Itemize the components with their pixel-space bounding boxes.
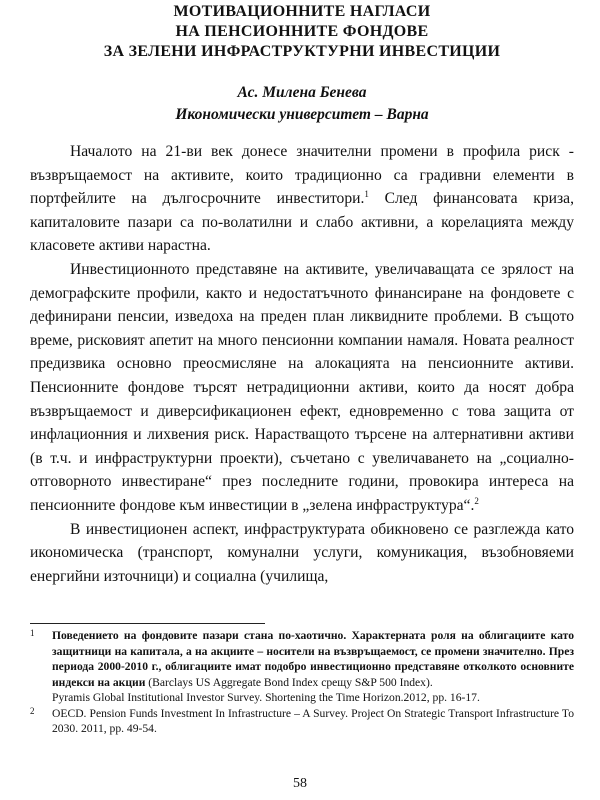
title-line-1: МОТИВАЦИОННИТЕ НАГЛАСИ: [173, 3, 431, 20]
paragraph-1-text-b: След финансовата криза, капиталовите пазари са по-волатилни и слабо активни, а корелацията между класовете активи нарастна.: [30, 190, 574, 255]
footnote-2: [30, 706, 574, 737]
title-line-3: ЗА ЗЕЛЕНИ ИНФРАСТРУКТУРНИ ИНВЕСТИЦИИ: [103, 43, 501, 60]
author-name: Ас. Милена Бенева: [237, 84, 367, 101]
paragraph-3: [30, 518, 574, 589]
title-line-2: НА ПЕНСИОННИТЕ ФОНДОВЕ: [175, 23, 429, 40]
paragraph-1: [30, 140, 574, 258]
author-affiliation: Икономически университет – Варна: [175, 106, 429, 123]
footnote-1-mark: 1: [30, 628, 35, 638]
footnote-2-text: OECD. Pension Funds Investment In Infrastructure – A Survey. Project On Strategic Transport Infrastructure To 2030. 2011, pp. 49-54.: [52, 706, 574, 735]
article-body: [30, 140, 574, 588]
paragraph-1-text-a: Началото на 21-ви век донесе значителни промени в профила риск - възвръщаемост на активите, които традиционно са градивни елементи в портфейлите на дългосрочните инвеститори.: [30, 143, 574, 208]
footnote-2-mark: 2: [30, 705, 35, 716]
footnote-1: [30, 628, 574, 690]
footnotes: [30, 628, 574, 737]
footnote-1-continuation: Pyramis Global Institutional Investor Survey. Shortening the Time Horizon.2012, pp. 16-17.: [52, 691, 480, 704]
footnote-1-source: (Barclays US Aggregate Bond Index срещу S&P 500 Index).: [148, 675, 433, 689]
paragraph-3-text: В инвестиционен аспект, инфраструктурата обикновено се разглежда като икономическа (транспорт, комунални услуги, комуникация, възобновяеми енергийни източници) и социална (училища,: [30, 520, 574, 585]
author-block: [30, 82, 574, 126]
paragraph-2-text: Инвестиционното представяне на активите, увеличаващата се зрялост на демографските профили, както и недостатъчното финансиране на фондовете с дефинирани пенсии, изведоха на преден план ликвидните проблеми. В същото време, рисковият апетит на много пенсионни компании намаля. Новата реалност предизвика основно преосмисляне на алокацията на пенсионните активи. Пенсионните фондове търсят нетрадиционни активи, които да носят добра възвръщаемост и диверсификационен ефект, едновременно с това защита от инфлационния и лихвения риск. Нарастващото търсене на алтернативни активи (в т.ч. и инфраструктурни проекти), съчетано с увеличаването на „социално-отговорното инвестиране“ през последните години, провокира интереса на пенсионните фондове към инвестиции в „зелена инфраструктура“.: [30, 260, 574, 514]
footnote-divider: [30, 623, 265, 624]
footnote-ref-1: 1: [364, 189, 369, 199]
paragraph-2: [30, 258, 574, 518]
page-number: 58: [293, 776, 307, 791]
footnote-ref-2: 2: [474, 495, 479, 506]
footnote-1-text: Поведението на фондовите пазари стана по-хаотично. Характерната роля на облигациите като защитници на капитала, а на акциите – носители на възвръщаемост, се промени значително. През периода 2000-2010 г., облигациите имат подобро инвестиционно представяне отколкото основните индекси на акции: [52, 629, 574, 689]
article-title: [30, 2, 574, 62]
